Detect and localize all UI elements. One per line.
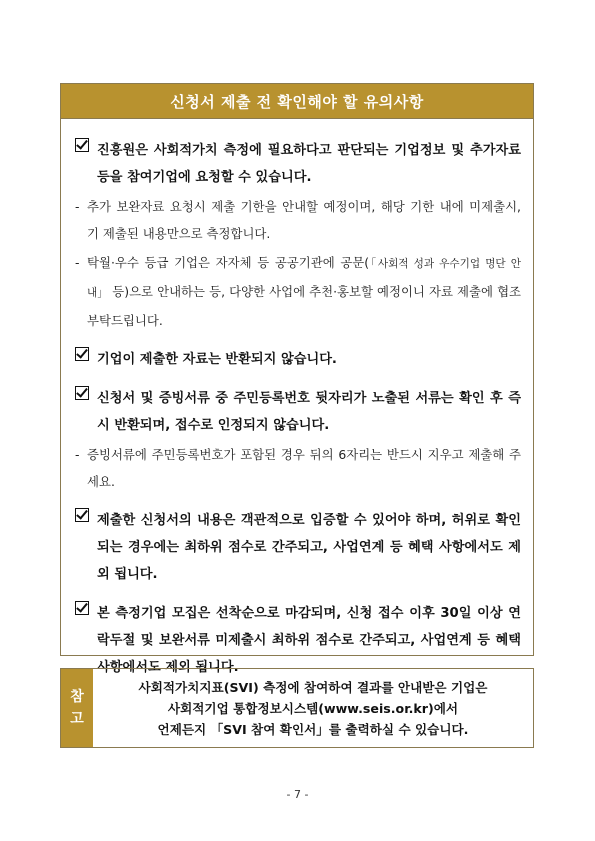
checkbox-icon: [75, 601, 89, 615]
notice-item-text: 본 측정기업 모집은 선착순으로 마감되며, 신청 접수 이후 30일 이상 연락두절 및 보완서류 미제출시 최하위 점수로 간주되고, 사업연계 등 혜택 사항에서도 제외 됩니다.: [97, 606, 521, 675]
notice-subitem: [75, 193, 521, 247]
reference-label-top: 참: [70, 689, 84, 705]
notice-body: [61, 119, 533, 681]
reference-line: 사회적가치지표(SVI) 측정에 참여하여 결과를 안내받은 기업은: [138, 679, 488, 695]
dash-bullet: -: [75, 447, 80, 462]
reference-line: 사회적기업 통합정보시스템(www.seis.or.kr)에서: [167, 700, 459, 716]
notice-subitem-text: 증빙서류에 주민등록번호가 포함된 경우 뒤의 6자리는 반드시 지우고 제출해 주세요.: [87, 447, 521, 489]
page-number: - 7 -: [286, 788, 309, 801]
notice-subitem-text: 추가 보완자료 요청시 제출 기한을 안내할 예정이며, 해당 기한 내에 미제출시, 기 제출된 내용만으로 측정합니다.: [87, 199, 521, 241]
notice-item: [75, 346, 521, 373]
notice-item-text: 신청서 및 증빙서류 중 주민등록번호 뒷자리가 노출된 서류는 확인 후 즉시 반환되며, 접수로 인정되지 않습니다.: [97, 391, 521, 433]
notice-item: [75, 507, 521, 588]
checkbox-icon: [75, 347, 89, 361]
notice-item: [75, 385, 521, 439]
notice-subitem-text-post: 등)으로 안내하는 등, 다양한 사업에 추천·홍보할 예정이니 자료 제출에 협조 부탁드립니다.: [87, 284, 522, 328]
reference-label: [61, 669, 93, 747]
dash-bullet: -: [75, 199, 80, 214]
notice-subitem-text-pre: 탁월·우수 등급 기업은 자자체 등 공공기관에 공문(: [87, 255, 370, 270]
checkbox-icon: [75, 386, 89, 400]
reference-line: 언제든지 「SVI 참여 확인서」를 출력하실 수 있습니다.: [157, 721, 469, 737]
notice-item-text: 기업이 제출한 자료는 반환되지 않습니다.: [97, 352, 337, 367]
notice-item-text: 진흥원은 사회적가치 측정에 필요하다고 판단되는 기업정보 및 추가자료 등을 참여기업에 요청할 수 있습니다.: [97, 143, 521, 185]
notice-box: [60, 83, 534, 675]
notice-item-text: 제출한 신청서의 내용은 객관적으로 입증할 수 있어야 하며, 허위로 확인되는 경우에는 최하위 점수로 간주되고, 사업연계 등 혜택 사항에서도 제외 됩니다.: [97, 513, 521, 582]
checkbox-icon: [75, 138, 89, 152]
dash-bullet: -: [75, 255, 80, 270]
notice-title: 신청서 제출 전 확인해야 할 유의사항: [61, 84, 533, 119]
reference-label-bottom: 고: [70, 711, 84, 727]
notice-subitem: [75, 249, 521, 334]
notice-subitem: [75, 441, 521, 495]
notice-subitem-text-small: 「사회적 성과 우수기업 명단 안내」: [87, 258, 521, 299]
notice-item: [75, 137, 521, 191]
reference-text: [93, 669, 533, 747]
reference-box: [60, 668, 534, 748]
checkbox-icon: [75, 508, 89, 522]
